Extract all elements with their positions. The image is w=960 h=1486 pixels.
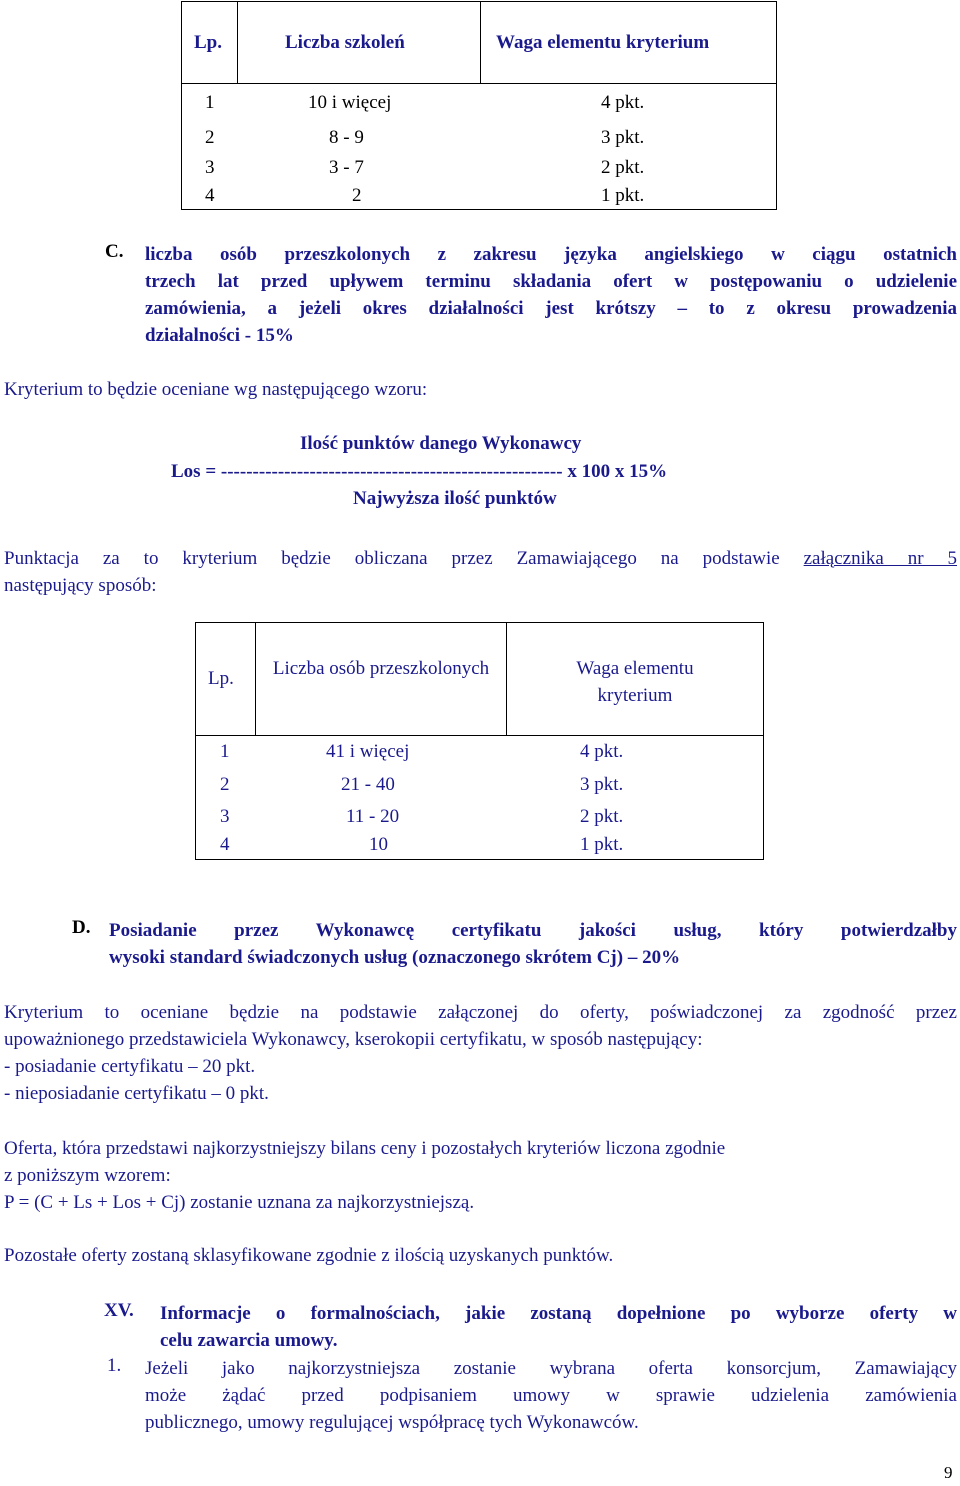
offer-line: z poniższym wzorem: <box>4 1165 171 1186</box>
cert-line: upoważnionego przedstawiciela Wykonawcy, kserokopii certyfikatu, w sposób następujący: <box>4 1029 703 1050</box>
table1-header-divider-2 <box>480 1 481 84</box>
scoring-paragraph <box>4 545 957 599</box>
table2-header-lp: Lp. <box>208 668 234 689</box>
table1-cell-weight: 3 pkt. <box>601 127 645 148</box>
table2-cell-lp: 3 <box>220 806 230 827</box>
section-d-line: wysoki standard świadczonych usług (oznaczonego skrótem Cj) – 20% <box>109 947 681 968</box>
table2-cell-count: 10 <box>369 834 388 855</box>
formula-rhs: x 100 x 15% <box>562 461 668 482</box>
cert-line: - nieposiadanie certyfikatu – 0 pkt. <box>4 1083 269 1104</box>
formula-dashes: ------------------------------------------------------ <box>220 461 563 482</box>
table1-header-lp: Lp. <box>194 32 222 53</box>
table2-cell-weight: 2 pkt. <box>580 806 624 827</box>
criterion-intro: Kryterium to będzie oceniane wg następującego wzoru: <box>4 379 428 400</box>
cert-line: Kryterium to oceniane będzie na podstawie załączonej do oferty, poświadczonej za zgodność przez <box>4 1002 957 1023</box>
formula-numerator: Ilość punktów danego Wykonawcy <box>300 433 582 454</box>
table1-cell-count: 8 - 9 <box>329 127 364 148</box>
table2-header-bottom <box>195 735 764 736</box>
remaining-offers: Pozostałe oferty zostaną sklasyfikowane zgodnie z ilością uzyskanych punktów. <box>4 1245 614 1266</box>
item-1-number: 1. <box>107 1355 122 1376</box>
section-c-line: trzech lat przed upływem terminu składania ofert w postępowaniu o udzielenie <box>145 271 957 292</box>
table1-header-divider-1 <box>237 1 238 84</box>
table1-cell-weight: 1 pkt. <box>601 185 645 206</box>
cert-paragraph <box>4 999 957 1107</box>
table2-cell-weight: 4 pkt. <box>580 741 624 762</box>
item-1-line: Jeżeli jako najkorzystniejsza zostanie wybrana oferta konsorcjum, Zamawiający <box>145 1358 957 1379</box>
page-number: 9 <box>944 1463 953 1482</box>
section-d-heading <box>109 917 957 971</box>
item-1-line: publicznego, umowy regulującej współpracę tych Wykonawców. <box>145 1412 639 1433</box>
table1-cell-weight: 2 pkt. <box>601 157 645 178</box>
table1-cell-count: 10 i więcej <box>308 92 392 113</box>
offer-paragraph <box>4 1135 957 1216</box>
table2-cell-count: 41 i więcej <box>326 741 410 762</box>
table1-cell-count: 2 <box>352 185 362 206</box>
item-1-text <box>145 1355 957 1436</box>
table2-cell-count: 21 - 40 <box>341 774 395 795</box>
table2-header-weight: Waga elementu kryterium <box>576 658 694 706</box>
section-xv-line: celu zawarcia umowy. <box>160 1330 338 1351</box>
formula-line <box>171 461 667 483</box>
formula-denominator: Najwyższa ilość punktów <box>353 488 557 509</box>
section-d-line: Posiadanie przez Wykonawcę certyfikatu jakości usług, który potwierdzałby <box>109 920 957 941</box>
scoring-text: Punktacja za to kryterium będzie obliczana przez Zamawiającego na podstawie <box>4 548 804 569</box>
scoring-line <box>4 545 957 572</box>
table1-cell-lp: 3 <box>205 157 215 178</box>
section-c-letter: C. <box>105 241 124 262</box>
item-1-line: może żądać przed podpisaniem umowy w sprawie udzielenia zamówienia <box>145 1385 957 1406</box>
table2-header-divider-2 <box>506 622 507 736</box>
section-c-line: zamówienia, a jeżeli okres działalności jest krótszy – to z okresu prowadzenia <box>145 298 957 319</box>
section-c-line: liczba osób przeszkolonych z zakresu języka angielskiego w ciągu ostatnich <box>145 244 957 265</box>
formula-lhs: Los = <box>171 461 221 482</box>
section-c-line: działalności - 15% <box>145 325 294 346</box>
offer-line: Oferta, która przedstawi najkorzystniejszy bilans ceny i pozostałych kryteriów liczona zgodnie <box>4 1138 726 1159</box>
section-xv-number: XV. <box>104 1300 134 1321</box>
table2-header-count: Liczba osób przeszkolonych <box>272 658 490 679</box>
table1-cell-lp: 2 <box>205 127 215 148</box>
table1-header-count: Liczba szkoleń <box>285 32 405 53</box>
table1-cell-weight: 4 pkt. <box>601 92 645 113</box>
table2-cell-weight: 1 pkt. <box>580 834 624 855</box>
scoring-line: następujący sposób: <box>4 575 157 596</box>
table2-cell-count: 11 - 20 <box>346 806 400 827</box>
section-c-heading <box>145 241 957 349</box>
table2-cell-lp: 2 <box>220 774 230 795</box>
table1-cell-lp: 4 <box>205 185 215 206</box>
section-xv-line: Informacje o formalnościach, jakie zostaną dopełnione po wyborze oferty w <box>160 1303 957 1324</box>
offer-line: P = (C + Ls + Los + Cj) zostanie uznana za najkorzystniejszą. <box>4 1192 475 1213</box>
cert-line: - posiadanie certyfikatu – 20 pkt. <box>4 1056 256 1077</box>
table1-header-weight: Waga elementu kryterium <box>496 32 710 53</box>
attachment-link[interactable]: załącznika nr 5 <box>803 548 957 569</box>
section-xv-heading <box>160 1300 957 1354</box>
table1-header-bottom <box>181 83 777 84</box>
table2-cell-lp: 4 <box>220 834 230 855</box>
table1-cell-count: 3 - 7 <box>329 157 364 178</box>
table2-cell-weight: 3 pkt. <box>580 774 624 795</box>
table2-cell-lp: 1 <box>220 741 230 762</box>
section-d-letter: D. <box>72 917 91 938</box>
table1-cell-lp: 1 <box>205 92 215 113</box>
